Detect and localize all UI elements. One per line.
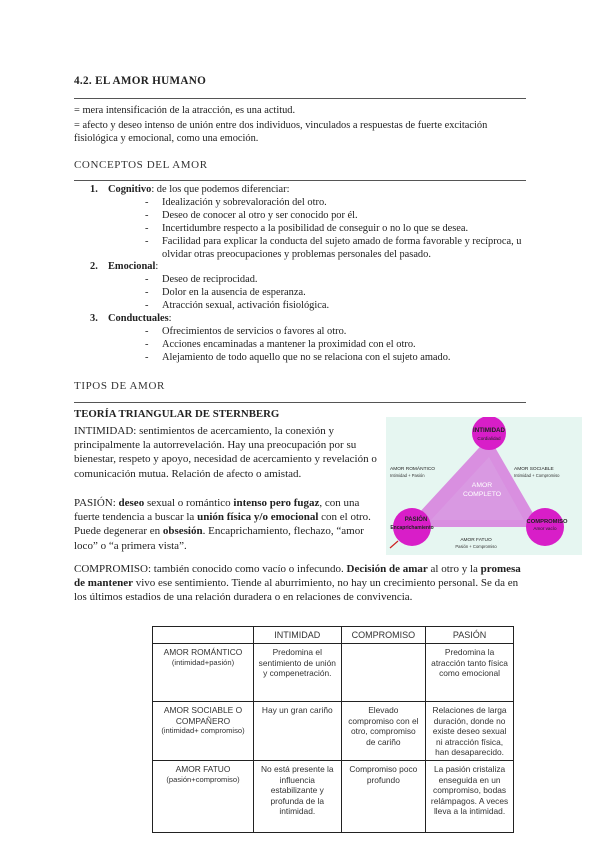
concepto-number: 1. xyxy=(90,184,98,195)
sternberg-triangle-diagram xyxy=(386,417,582,555)
table-cell: Compromiso poco profundo xyxy=(341,761,426,833)
conceptos-list xyxy=(74,184,524,365)
concepto-subitem: - Dolor en la ausencia de esperanza. xyxy=(145,287,306,299)
amor-fatuo-sublabel: Pasión + Compromiso xyxy=(455,544,497,549)
heading-rule xyxy=(74,98,526,99)
concepto-subitem: - Acciones encaminadas a mantener la proximidad con el otro. xyxy=(145,338,416,350)
concepto-subitem: - Deseo de conocer al otro y ser conocido por él. xyxy=(145,209,358,221)
table-cell: Elevado compromiso con el otro, compromiso de cariño xyxy=(341,702,426,761)
concepto-rest: : de los que podemos diferenciar: xyxy=(151,184,290,195)
table-header-row xyxy=(153,627,514,644)
intro-line-2: = afecto y deseo intenso de unión entre dos individuos, vinculados a respuestas de fuerte excitación fisiológica y emocional, como una emoción. xyxy=(74,120,488,144)
row-header: AMOR SOCIABLE O COMPAÑERO (intimidad+ compromiso) xyxy=(153,702,254,761)
concepto-label: Cognitivo xyxy=(108,184,152,195)
table-row xyxy=(153,644,514,702)
intimidad-label: INTIMIDAD xyxy=(473,427,505,434)
concepto-rest: : xyxy=(155,261,159,273)
concepto-item xyxy=(74,184,524,261)
concepto-subitem: - Alejamiento de todo aquello que no se relaciona con el sujeto amado. xyxy=(145,351,451,363)
conceptos-title: CONCEPTOS DEL AMOR xyxy=(74,159,208,171)
amor-romantico-sublabel: Intimidad + Pasión xyxy=(390,473,425,478)
table-cell xyxy=(341,644,426,702)
intimidad-sublabel: Cordialidad xyxy=(477,436,501,441)
table-cell: Predomina el sentimiento de unión y compenetración. xyxy=(254,644,342,702)
concepto-label: Emocional xyxy=(108,261,156,273)
table-row xyxy=(153,761,514,833)
concepto-subitem: - Idealización y sobrevaloración del otro. xyxy=(145,196,327,208)
table-cell: Relaciones de larga duración, donde no existe deseo sexual ni atracción física, han desaparecido. xyxy=(426,702,514,761)
table-header-compromiso: COMPROMISO xyxy=(341,627,426,644)
concepto-number: 2. xyxy=(90,261,98,273)
concepto-subitem: - Ofrecimientos de servicios o favores al otro. xyxy=(145,325,347,337)
concepto-subitem: - Atracción sexual, activación fisiológica. xyxy=(145,300,330,312)
table-header-empty xyxy=(153,627,254,644)
concepto-subitem: - Facilidad para explicar la conducta del sujeto amado de forma favorable y recíproca, u olvidar otras preocupaciones y problemas personales del pasado. xyxy=(145,235,522,260)
table-cell: La pasión cristaliza enseguida en un compromiso, bodas relámpagos. A veces lleva a la intimidad. xyxy=(426,761,514,833)
table-cell: No está presente la influencia estabilizante y profunda de la intimidad. xyxy=(254,761,342,833)
conceptos-rule xyxy=(74,180,526,181)
concepto-subitem: - Incertidumbre respecto a la posibilidad de conseguir o no lo que se desea. xyxy=(145,222,469,234)
table-header-pasion: PASIÓN xyxy=(426,627,514,644)
compromiso-paragraph: COMPROMISO: también conocido como vacío o infecundo. Decisión de amar al otro y la promesa de mantener vivo ese sentimiento. Tiende al aburrimiento, no hay un crecimiento personal. Se da en los últimos estadios de una relación duradera o en relaciones de convivencia. xyxy=(74,563,521,604)
intimidad-paragraph: INTIMIDAD: sentimientos de acercamiento, la conexión y principalmente la autorrevelación. Hay una preocupación por su bienestar, respeto y apoyo, necesidad de acercamiento y revelación o comunicación mutua. Relación de afecto o amistad. xyxy=(74,425,377,480)
amor-sociable-label: AMOR SOCIABLE xyxy=(514,467,554,472)
amor-romantico-label: AMOR ROMÁNTICO xyxy=(390,467,436,472)
section-heading: 4.2. EL AMOR HUMANO xyxy=(74,75,207,87)
compromiso-sublabel: Amor vacío xyxy=(533,526,557,531)
love-types-table xyxy=(152,626,514,833)
pasion-paragraph: PASIÓN: deseo sexual o romántico intenso pero fugaz, con una fuerte tendencia a buscar la unión física y/o emocional con el otro. Puede degenerar en obsesión. Encaprichamiento, flechazo, “amor loco” o “a primera vista”. xyxy=(74,497,371,552)
tipos-rule xyxy=(74,402,526,403)
pasion-label: PASIÓN xyxy=(404,517,428,523)
table-row xyxy=(153,702,514,761)
table-header-intimidad: INTIMIDAD xyxy=(254,627,342,644)
amor-fatuo-label: AMOR FATUO xyxy=(460,538,492,543)
concepto-item xyxy=(74,313,524,365)
concepto-number: 3. xyxy=(90,313,98,325)
amor-sociable-sublabel: Intimidad + Compromiso xyxy=(514,473,560,478)
concepto-subitem: - Deseo de reciprocidad. xyxy=(145,274,258,286)
concepto-rest: : xyxy=(168,313,172,325)
tipos-title: TIPOS DE AMOR xyxy=(74,380,165,392)
row-header: AMOR ROMÁNTICO (intimidad+pasión) xyxy=(153,644,254,702)
row-header: AMOR FATUO (pasión+compromiso) xyxy=(153,761,254,833)
concepto-label: Conductuales xyxy=(108,313,169,325)
amor-completo-label-2: COMPLETO xyxy=(462,491,502,498)
sternberg-subtitle: TEORÍA TRIANGULAR DE STERNBERG xyxy=(74,408,280,420)
compromiso-label: COMPROMISO xyxy=(526,519,568,525)
amor-completo-label-1: AMOR xyxy=(471,482,493,489)
intro-line-1: = mera intensificación de la atracción, es una actitud. xyxy=(74,105,296,116)
table-cell: Hay un gran cariño xyxy=(254,702,342,761)
concepto-item xyxy=(74,261,524,313)
pasion-sublabel: Encaprichamiento xyxy=(390,525,434,531)
table-cell: Predomina la atracción tanto física como emocional xyxy=(426,644,514,702)
